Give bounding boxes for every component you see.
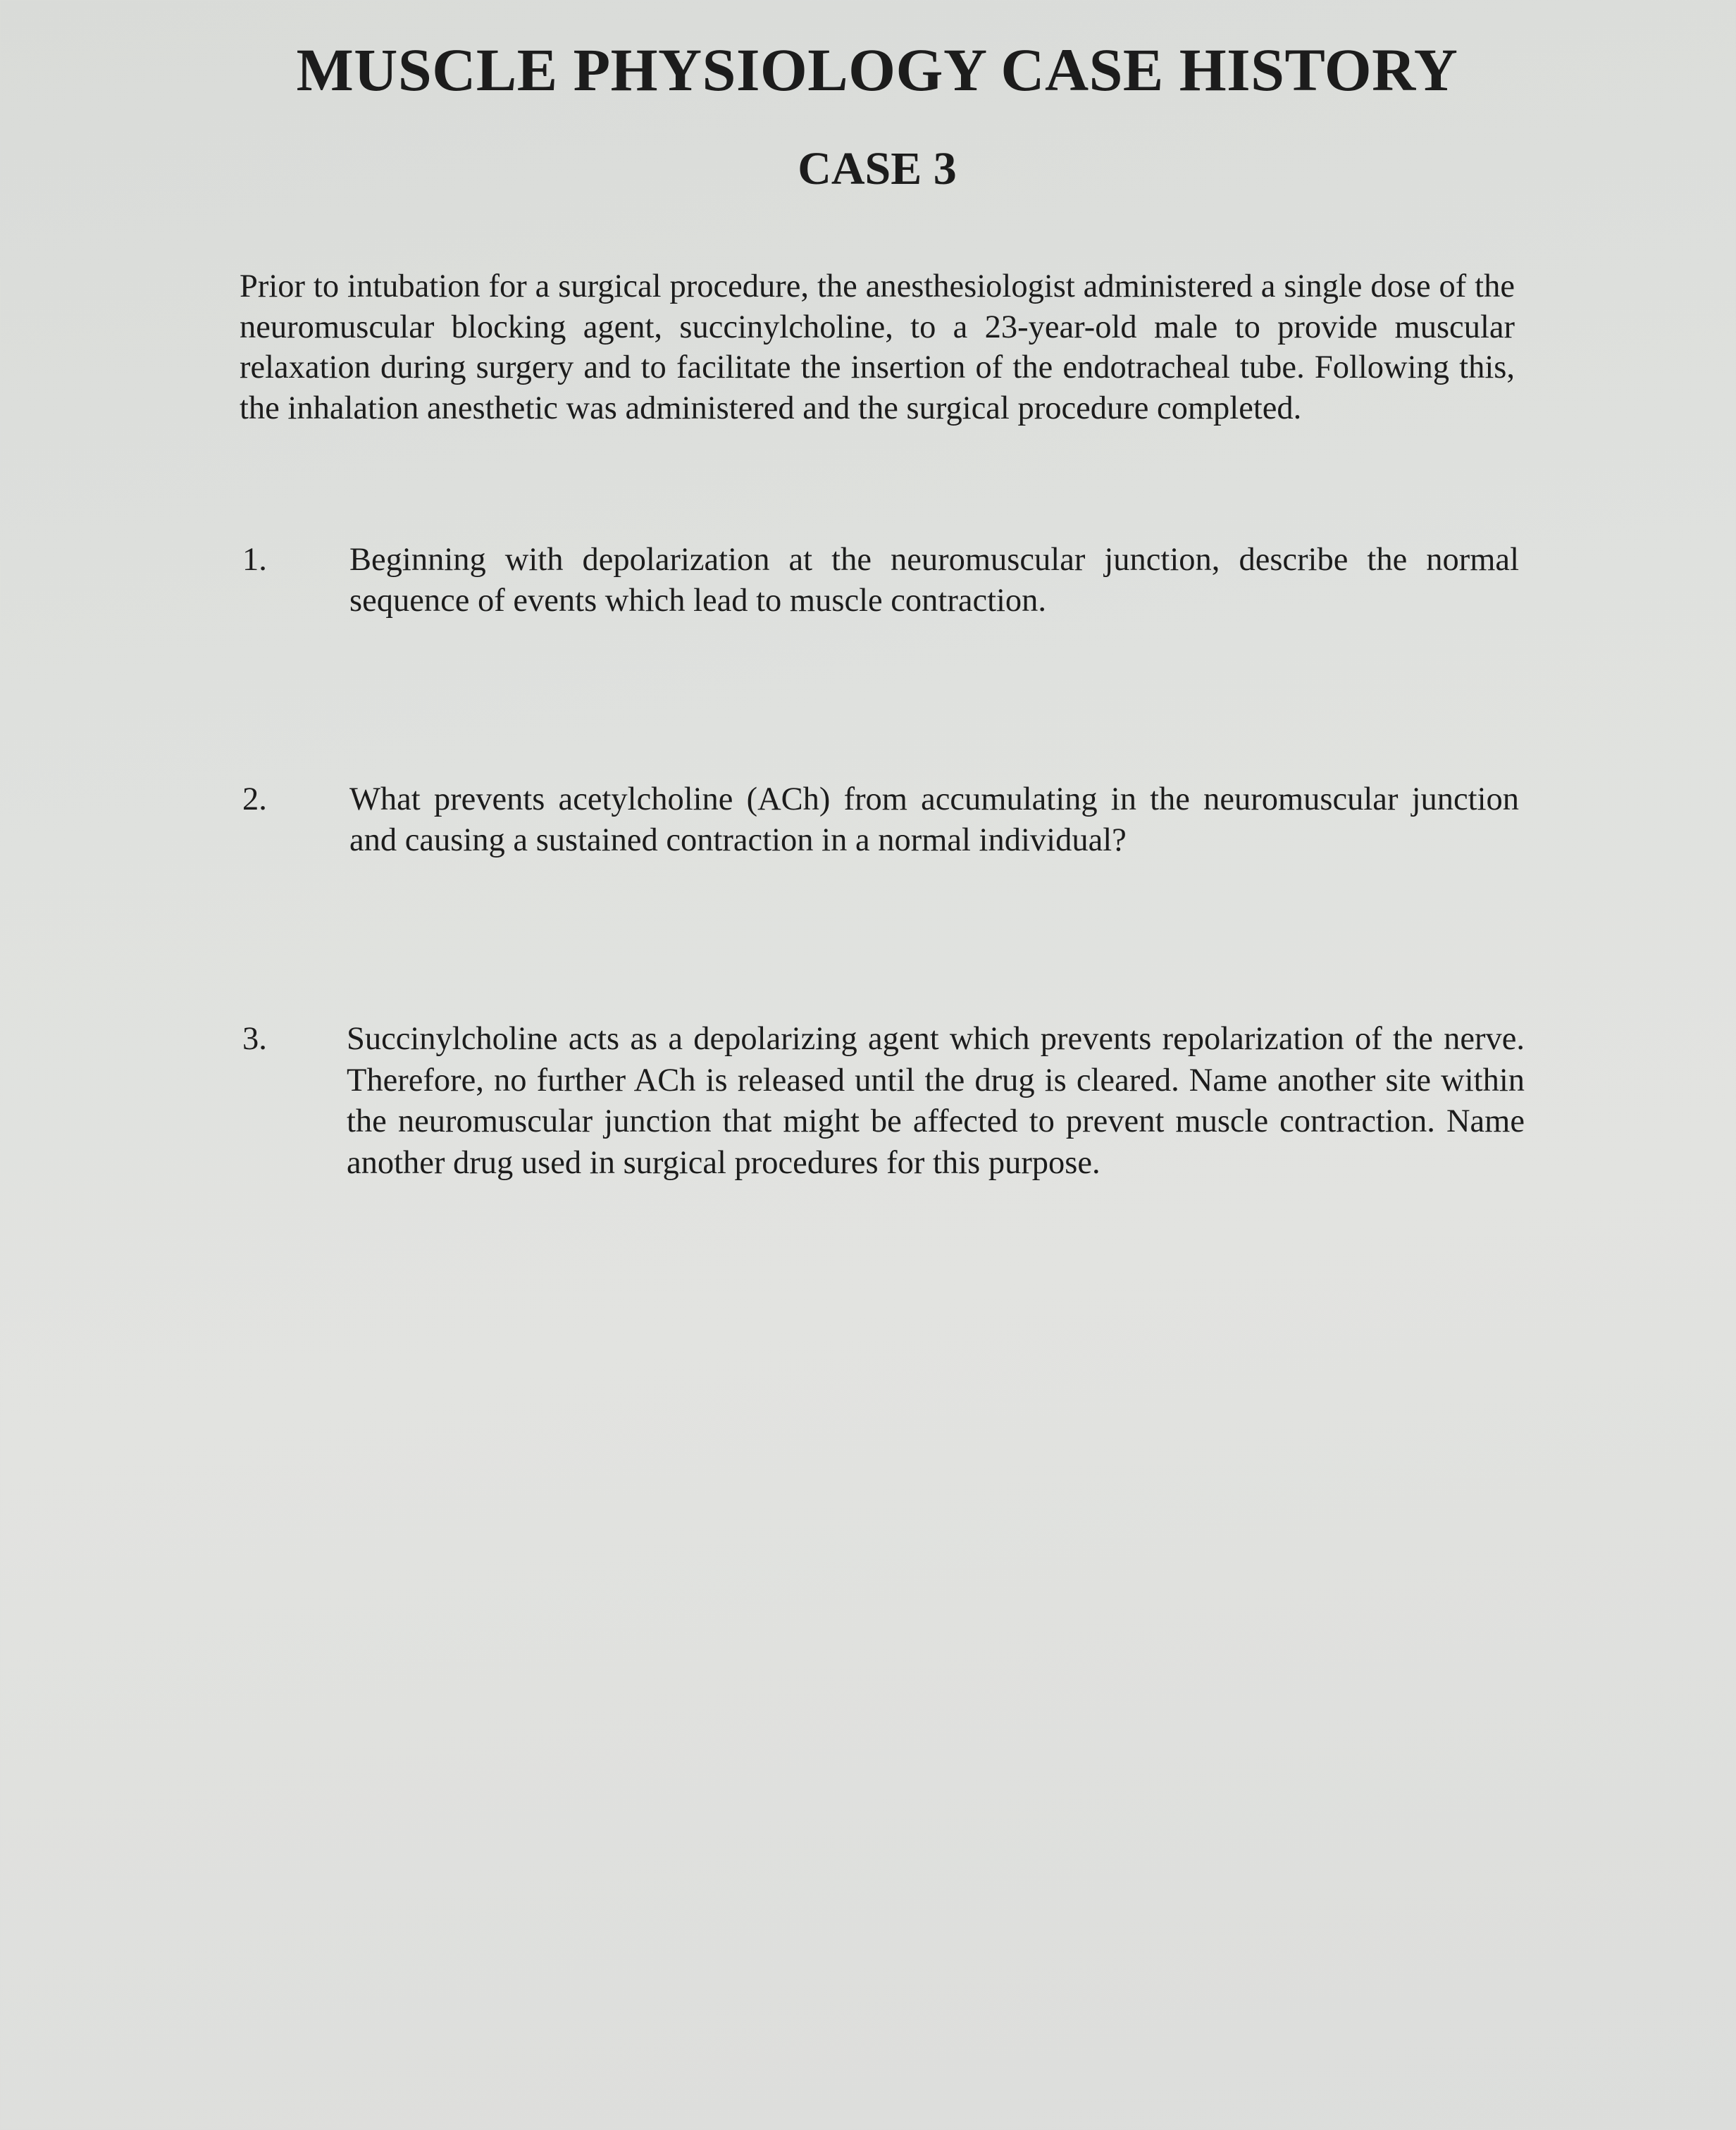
question-text: Beginning with depolarization at the neuromuscular junction, describe the normal sequence of events which lead to muscle contraction. — [349, 542, 1519, 619]
question-number: 1. — [242, 542, 267, 578]
question-number: 2. — [242, 781, 267, 817]
question-text: Succinylcholine acts as a depolarizing agent which prevents repolarization of the nerve. Therefore, no further ACh is released until the drug is cleared. Name another site within the neuromuscular junction that might be affected to prevent muscle contraction. Name another drug used in surgical procedures for this purpose. — [347, 1021, 1525, 1181]
question-number: 3. — [242, 1021, 267, 1057]
case-intro-paragraph: Prior to intubation for a surgical procedure, the anesthesiologist administered a single dose of the neuromuscular blocking agent, succinylcholine, to a 23-year-old male to provide muscular relaxation during surgery and to facilitate the insertion of the endotracheal tube. Following this, the inhalation anesthetic was administered and the surgical procedure completed. — [240, 268, 1515, 426]
document-title: MUSCLE PHYSIOLOGY CASE HISTORY — [296, 36, 1458, 104]
case-label: CASE 3 — [798, 143, 957, 194]
question-text: What prevents acetylcholine (ACh) from accumulating in the neuromuscular junction and causing a sustained contraction in a normal individual? — [349, 781, 1519, 858]
